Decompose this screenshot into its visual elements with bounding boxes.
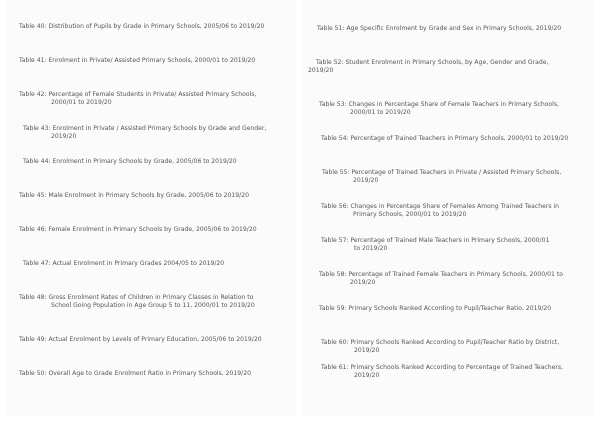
table-61-title-cont: 2019/20 (354, 372, 380, 379)
table-44-title: Table 44: Enrolment in Primary Schools by Grade, 2005/06 to 2019/20 (23, 158, 237, 165)
table-58-entry[interactable] (319, 271, 563, 287)
table-46-title: Table 46: Female Enrolment in Primary Schools by Grade, 2005/06 to 2019/20 (19, 226, 257, 233)
table-52-title: Table 52: Student Enrolment in Primary Schools, by Age, Gender and Grade, (316, 59, 549, 66)
table-49-title: Table 49: Actual Enrolment by Levels of Primary Education, 2005/06 to 2019/20 (19, 336, 262, 343)
table-45-entry[interactable] (19, 192, 249, 200)
table-51-title: Table 51: Age Specific Enrolment by Grade and Sex in Primary Schools, 2019/20 (317, 25, 562, 32)
table-57-title-cont: to 2019/20 (354, 245, 388, 252)
table-43-title-cont: 2019/20 (51, 133, 77, 140)
table-42-title-cont: 2000/01 to 2019/20 (51, 99, 112, 106)
table-60-title-cont: 2019/20 (354, 347, 380, 354)
table-50-entry[interactable] (19, 370, 251, 378)
table-48-title-cont: School Going Population in Age Group 5 to 11, 2000/01 to 2019/20 (51, 302, 255, 309)
table-43-entry[interactable] (23, 125, 266, 141)
table-56-title: Table 56: Changes in Percentage Share of Females Among Trained Teachers in (321, 203, 560, 210)
table-56-title-cont: Primary Schools, 2000/01 to 2019/20 (353, 211, 467, 218)
table-61-title: Table 61: Primary Schools Ranked According to Percentage of Trained Teachers, (321, 364, 563, 371)
table-53-title-cont: 2000/01 to 2019/20 (350, 109, 411, 116)
table-52-title-cont: 2019/20 (308, 67, 334, 74)
table-44-entry[interactable] (23, 158, 237, 166)
table-50-title: Table 50: Overall Age to Grade Enrolment Ratio in Primary Schools, 2019/20 (19, 370, 251, 377)
table-58-title: Table 58: Percentage of Trained Female Teachers in Primary Schools, 2000/01 to (319, 271, 563, 278)
table-46-entry[interactable] (19, 226, 257, 234)
table-53-entry[interactable] (319, 101, 559, 117)
table-54-entry[interactable] (321, 135, 568, 143)
table-45-title: Table 45: Male Enrolment in Primary Schools by Grade, 2005/06 to 2019/20 (19, 192, 249, 199)
table-43-title: Table 43: Enrolment in Private / Assisted Primary Schools by Grade and Gender, (23, 125, 267, 132)
table-41-title: Table 41: Enrolment in Private/ Assisted Primary Schools, 2000/01 to 2019/20 (19, 57, 256, 64)
table-42-title: Table 42: Percentage of Female Students in Private/ Assisted Primary Schools, (19, 91, 257, 98)
table-60-entry[interactable] (321, 339, 559, 355)
table-48-title: Table 48: Gross Enrolment Rates of Children in Primary Classes in Relation to (19, 294, 254, 301)
table-56-entry[interactable] (321, 203, 559, 219)
table-40-title: Table 40: Distribution of Pupils by Grade in Primary Schools, 2005/06 to 2019/20 (19, 23, 265, 30)
table-61-entry[interactable] (321, 364, 563, 380)
table-58-title-cont: 2019/20 (350, 279, 376, 286)
table-40-entry[interactable] (19, 23, 264, 31)
table-57-entry[interactable] (321, 237, 549, 253)
table-55-title-cont: 2019/20 (353, 177, 379, 184)
table-51-entry[interactable] (317, 25, 561, 33)
table-53-title: Table 53: Changes in Percentage Share of Female Teachers in Primary Schools, (319, 101, 559, 108)
table-41-entry[interactable] (19, 57, 255, 65)
table-48-entry[interactable] (19, 294, 255, 310)
table-47-entry[interactable] (23, 260, 224, 268)
table-59-entry[interactable] (319, 305, 551, 313)
table-42-entry[interactable] (19, 91, 256, 107)
table-49-entry[interactable] (19, 336, 262, 344)
table-54-title: Table 54: Percentage of Trained Teachers in Primary Schools, 2000/01 to 2019/20 (321, 135, 569, 142)
table-59-title: Table 59: Primary Schools Ranked According to Pupil/Teacher Ratio, 2019/20 (319, 305, 552, 312)
table-60-title: Table 60: Primary Schools Ranked According to Pupil/Teacher Ratio by District, (321, 339, 560, 346)
table-57-title: Table 57: Percentage of Trained Male Teachers in Primary Schools, 2000/01 (321, 237, 550, 244)
table-47-title: Table 47: Actual Enrolment in Primary Grades 2004/05 to 2019/20 (23, 260, 225, 267)
table-52-entry[interactable] (308, 59, 549, 75)
table-55-title: Table 55: Percentage of Trained Teachers in Private / Assisted Primary Schools, (322, 169, 562, 176)
table-55-entry[interactable] (322, 169, 561, 185)
